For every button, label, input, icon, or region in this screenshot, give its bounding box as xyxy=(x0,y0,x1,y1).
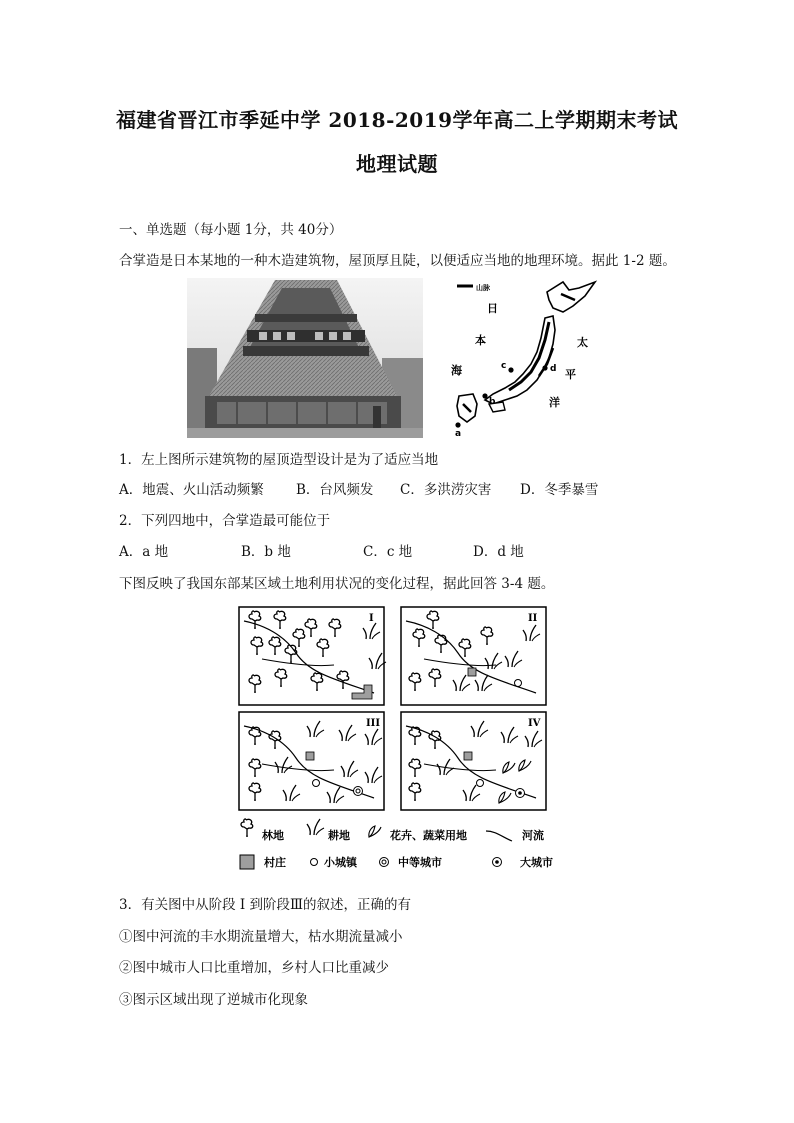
legend xyxy=(240,819,553,869)
legend-big-city: 大城市 xyxy=(520,856,553,869)
section-heading: 一、单选题（每小题 1分，共 40分） xyxy=(119,222,343,238)
point-d-label: d xyxy=(550,364,557,374)
gassho-house-photo xyxy=(187,278,423,438)
legend-forest: 林地 xyxy=(262,829,284,842)
sea-of-japan-char-3: 海 xyxy=(451,364,462,377)
question-3-stem: 3．有关图中从阶段 I 到阶段Ⅲ的叙述，正确的有 xyxy=(119,897,412,913)
point-a-label: a xyxy=(455,429,462,439)
panel-iv xyxy=(401,712,546,810)
panel-label-iv: IV xyxy=(528,718,541,729)
point-b-label: b xyxy=(489,397,496,407)
pacific-char-3: 洋 xyxy=(549,396,560,409)
panel-label-ii: II xyxy=(528,613,538,624)
q1-option-d: D．冬季暴雪 xyxy=(520,482,599,498)
pacific-char-1: 太 xyxy=(577,336,588,349)
q3-item-3: ③图示区域出现了逆城市化现象 xyxy=(119,992,308,1008)
question-1-options xyxy=(119,478,598,498)
question-2-stem: 2．下列四地中，合掌造最可能位于 xyxy=(119,513,331,529)
legend-mid-city: 中等城市 xyxy=(398,856,442,869)
panel-label-i: I xyxy=(369,613,374,624)
land-use-diagram xyxy=(234,605,564,870)
q3-item-1: ①图中河流的丰水期流量增大，枯水期流量减小 xyxy=(119,929,403,945)
intro-text-2: 下图反映了我国东部某区域土地利用状况的变化过程，据此回答 3-4 题。 xyxy=(119,576,555,592)
panel-label-iii: III xyxy=(366,718,381,729)
sea-of-japan-char-1: 日 xyxy=(487,302,498,315)
map-legend-label: 山脉 xyxy=(476,284,490,292)
panel-ii xyxy=(401,607,546,705)
q2-option-b: B．b 地 xyxy=(241,544,291,560)
document-title: 福建省晋江市季延中学 2018-2019学年高二上学期期末考试 xyxy=(115,108,679,132)
legend-river: 河流 xyxy=(522,829,544,842)
legend-town: 小城镇 xyxy=(324,856,357,869)
q1-option-a: A．地震、火山活动频繁 xyxy=(119,482,264,498)
q1-option-b: B．台风频发 xyxy=(296,482,374,498)
legend-flower-vegetable: 花卉、蔬菜用地 xyxy=(390,829,467,842)
question-2-options xyxy=(119,540,524,560)
legend-village: 村庄 xyxy=(264,856,286,869)
sea-of-japan-char-2: 本 xyxy=(475,334,486,347)
japan-map xyxy=(445,278,610,440)
q3-item-2: ②图中城市人口比重增加，乡村人口比重减少 xyxy=(119,960,389,976)
q2-option-d: D．d 地 xyxy=(473,544,524,560)
panel-i xyxy=(239,607,386,705)
legend-farmland: 耕地 xyxy=(328,829,350,842)
question-1-stem: 1．左上图所示建筑物的屋顶造型设计是为了适应当地 xyxy=(119,452,439,468)
q2-option-a: A．a 地 xyxy=(119,544,169,560)
q1-option-c: C．多洪涝灾害 xyxy=(400,482,492,498)
point-c-label: c xyxy=(501,361,507,371)
document-subtitle: 地理试题 xyxy=(356,152,438,176)
panel-iii xyxy=(239,712,384,810)
q2-option-c: C．c 地 xyxy=(363,544,413,560)
intro-text-1: 合掌造是日本某地的一种木造建筑物，屋顶厚且陡，以便适应当地的地理环境。据此 1-2 题。 xyxy=(119,253,676,269)
pacific-char-2: 平 xyxy=(565,368,576,381)
